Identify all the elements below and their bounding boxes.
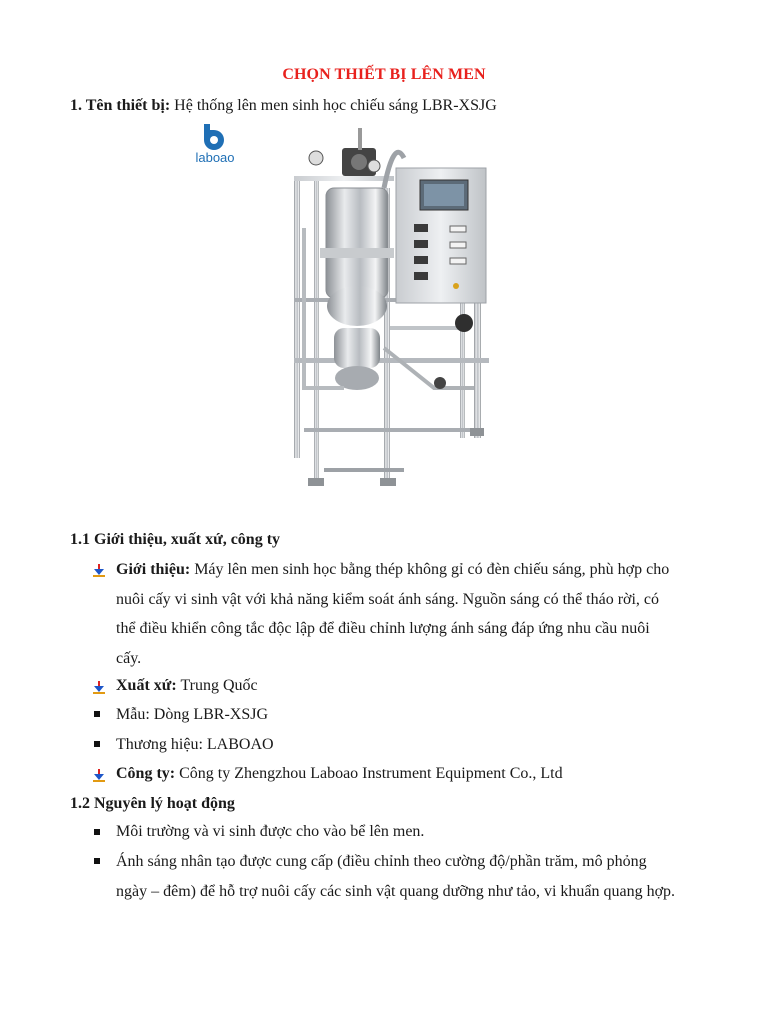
brand-line: Thương hiệu: LABOAO (116, 736, 274, 753)
origin-value: Trung Quốc (180, 677, 258, 694)
device-label: 1. Tên thiết bị: (70, 97, 171, 114)
company-label: Công ty: (116, 765, 176, 782)
logo-text: laboao (195, 150, 235, 165)
intro-label: Giới thiệu: (116, 561, 191, 578)
intro-text: Máy lên men sinh học bằng thép không gỉ có đèn chiếu sáng, phù hợp cho nuôi cấy vi sinh vật với khả năng kiểm soát ánh sáng. Nguồn sáng có thể tháo rời, có thể điều khiển công tắc độc lập để điều chỉnh lượng ánh sáng đáp ứng nhu cầu nuôi cấy. (116, 561, 670, 667)
black-square-bullet-icon (94, 858, 100, 864)
black-square-bullet-icon (94, 829, 100, 835)
colored-down-arrow-bullet-icon (92, 563, 106, 577)
origin-line (116, 676, 258, 696)
fermenter-machine-image (284, 128, 490, 498)
colored-down-arrow-bullet-icon (92, 680, 106, 694)
company-line (116, 764, 563, 784)
device-name: Hệ thống lên men sinh học chiếu sáng LBR-XSJG (174, 97, 497, 114)
section-heading-1-1: 1.1 Giới thiệu, xuất xứ, công ty (70, 531, 281, 548)
intro-paragraph (116, 555, 676, 673)
model-line: Mẫu: Dòng LBR-XSJG (116, 706, 269, 723)
principle-2: Ánh sáng nhân tạo được cung cấp (điều chỉnh theo cường độ/phần trăm, mô phỏng ngày – đêm) để hỗ trợ nuôi cấy các sinh vật quang dưỡng như tảo, vi khuẩn quang hợp. (116, 853, 676, 900)
origin-label: Xuất xứ: (116, 677, 177, 694)
black-square-bullet-icon (94, 741, 100, 747)
section-heading-1-2: 1.2 Nguyên lý hoạt động (70, 795, 235, 812)
document-title: CHỌN THIẾT BỊ LÊN MEN (282, 66, 486, 83)
principle-1: Môi trường và vi sinh được cho vào bể lên men. (116, 823, 425, 840)
laboao-logo (188, 122, 242, 166)
company-value: Công ty Zhengzhou Laboao Instrument Equipment Co., Ltd (179, 765, 563, 782)
colored-down-arrow-bullet-icon (92, 768, 106, 782)
device-name-line (70, 96, 497, 116)
black-square-bullet-icon (94, 711, 100, 717)
